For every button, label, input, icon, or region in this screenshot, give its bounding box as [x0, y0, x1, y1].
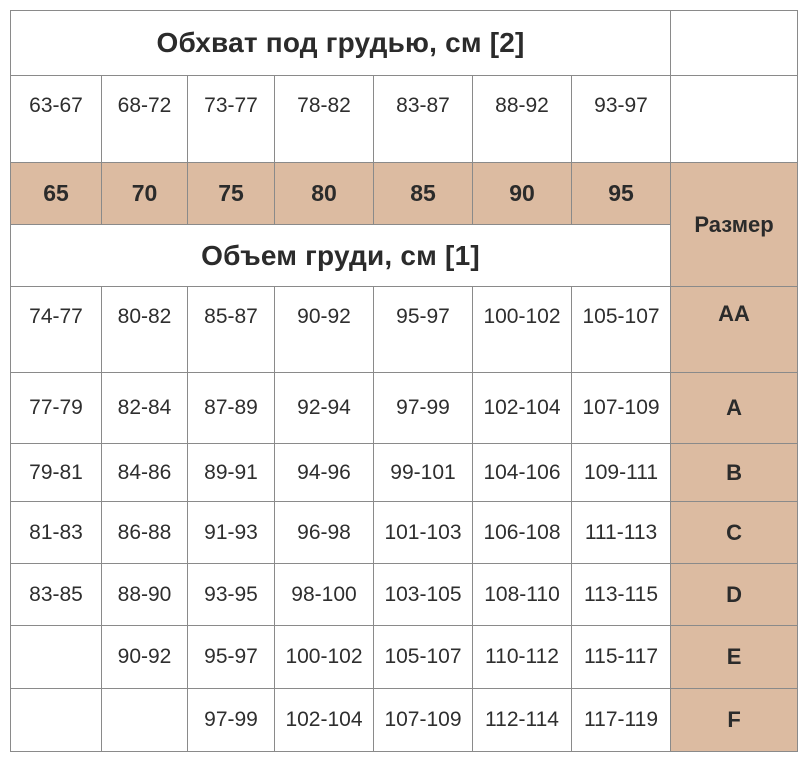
bust-range: 107-109 [374, 689, 473, 752]
cup-size-label: B [671, 444, 798, 502]
bust-range: 99-101 [374, 444, 473, 502]
bust-range: 108-110 [473, 564, 572, 626]
bust-range: 106-108 [473, 502, 572, 564]
bust-range: 95-97 [374, 287, 473, 373]
band-size: 85 [374, 163, 473, 225]
bust-range: 87-89 [188, 373, 275, 444]
table-row [11, 287, 798, 373]
bust-range: 102-104 [473, 373, 572, 444]
bust-range: 117-119 [572, 689, 671, 752]
band-size: 65 [11, 163, 102, 225]
bust-range: 74-77 [11, 287, 102, 373]
bust-range: 81-83 [11, 502, 102, 564]
bust-range: 95-97 [188, 626, 275, 689]
underbust-range: 93-97 [572, 76, 671, 163]
bust-range: 85-87 [188, 287, 275, 373]
size-column-header: Размер [671, 163, 798, 287]
underbust-ranges-row [11, 76, 798, 163]
table-row [11, 689, 798, 752]
corner-cell [671, 76, 798, 163]
bust-range: 101-103 [374, 502, 473, 564]
table-row [11, 626, 798, 689]
bust-range: 88-90 [102, 564, 188, 626]
band-size: 95 [572, 163, 671, 225]
bust-range: 107-109 [572, 373, 671, 444]
corner-cell [671, 11, 798, 76]
bust-range: 112-114 [473, 689, 572, 752]
bust-range: 109-111 [572, 444, 671, 502]
bust-range: 96-98 [275, 502, 374, 564]
bust-range: 111-113 [572, 502, 671, 564]
bust-range: 100-102 [473, 287, 572, 373]
bust-range: 83-85 [11, 564, 102, 626]
bust-range: 90-92 [275, 287, 374, 373]
underbust-title: Обхват под грудью, см [2] [11, 11, 671, 76]
bust-range: 102-104 [275, 689, 374, 752]
bust-range: 97-99 [374, 373, 473, 444]
bust-range: 103-105 [374, 564, 473, 626]
cup-size-label: F [671, 689, 798, 752]
bust-range: 82-84 [102, 373, 188, 444]
bust-range: 98-100 [275, 564, 374, 626]
bust-range: 110-112 [473, 626, 572, 689]
bust-range: 84-86 [102, 444, 188, 502]
bust-range: 93-95 [188, 564, 275, 626]
bust-range: 104-106 [473, 444, 572, 502]
bust-range: 97-99 [188, 689, 275, 752]
bra-size-table [10, 10, 798, 752]
bust-range: 90-92 [102, 626, 188, 689]
bust-range: 113-115 [572, 564, 671, 626]
underbust-range: 63-67 [11, 76, 102, 163]
bust-range: 105-107 [572, 287, 671, 373]
underbust-range: 73-77 [188, 76, 275, 163]
table-row [11, 373, 798, 444]
bust-title: Объем груди, см [1] [11, 225, 671, 287]
bust-range [11, 626, 102, 689]
band-size: 90 [473, 163, 572, 225]
band-size: 80 [275, 163, 374, 225]
bust-range: 115-117 [572, 626, 671, 689]
underbust-title-row [11, 11, 798, 76]
cup-size-label: E [671, 626, 798, 689]
band-size: 75 [188, 163, 275, 225]
bust-range: 94-96 [275, 444, 374, 502]
underbust-range: 88-92 [473, 76, 572, 163]
underbust-range: 83-87 [374, 76, 473, 163]
bust-range [102, 689, 188, 752]
underbust-range: 78-82 [275, 76, 374, 163]
bust-range: 77-79 [11, 373, 102, 444]
cup-size-label: C [671, 502, 798, 564]
bust-range: 92-94 [275, 373, 374, 444]
underbust-range: 68-72 [102, 76, 188, 163]
bust-range: 86-88 [102, 502, 188, 564]
bust-range [11, 689, 102, 752]
table-row [11, 564, 798, 626]
bust-range: 80-82 [102, 287, 188, 373]
bust-range: 79-81 [11, 444, 102, 502]
bust-range: 100-102 [275, 626, 374, 689]
bust-range: 105-107 [374, 626, 473, 689]
band-sizes-row [11, 163, 798, 225]
cup-size-label: AA [671, 287, 798, 373]
table-row [11, 444, 798, 502]
bust-range: 91-93 [188, 502, 275, 564]
cup-size-label: D [671, 564, 798, 626]
band-size: 70 [102, 163, 188, 225]
bust-range: 89-91 [188, 444, 275, 502]
table-row [11, 502, 798, 564]
cup-size-label: A [671, 373, 798, 444]
